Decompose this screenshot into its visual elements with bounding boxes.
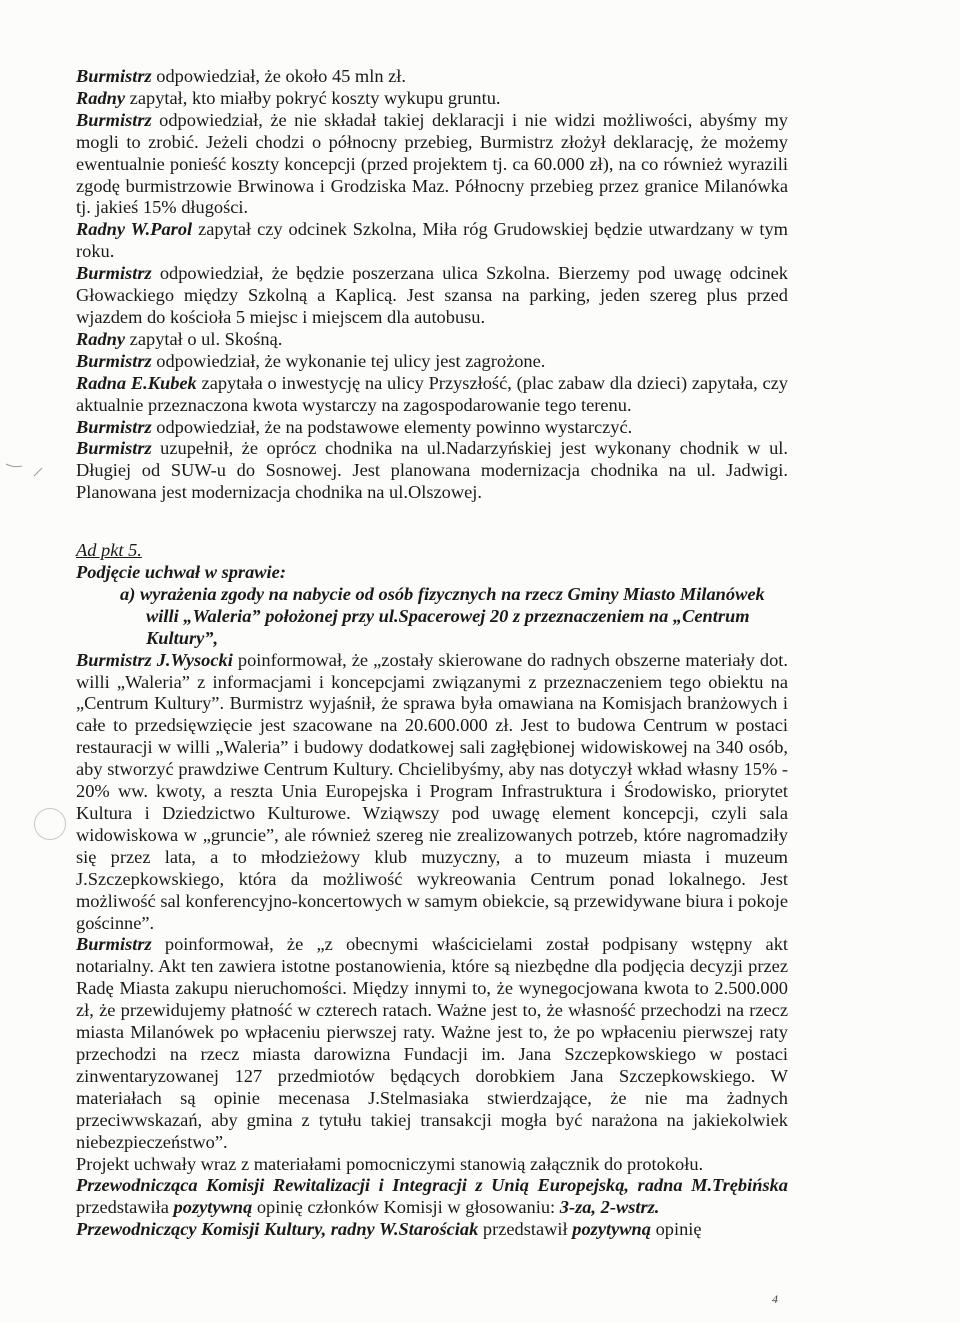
paragraph-text: zapytał, kto miałby pokryć koszty wykupu gruntu. [129, 87, 501, 108]
scan-hole-mark [34, 808, 66, 840]
speaker-label: Radny [76, 87, 126, 108]
speaker-label: Radny W.Parol [76, 219, 193, 240]
speaker-label: Przewodnicząca Komisji Rewitalizacji i Integracji z Unią Europejską, radna M.Trębińska [76, 1175, 788, 1196]
paragraph [76, 934, 788, 1153]
paragraph-text: zapytał o ul. Skośną. [129, 328, 283, 349]
paragraph-text: poinformował, że „z obecnymi właścicielami został podpisany wstępny akt notarialny. Akt ten zawiera istotne postanowienia, które są niezbędne dla podjęcia decyzji przez Radę Miasta zakupu nieruchomości. Między innymi to, że wynegocjowana kwota to 2.500.000 zł, że przewidujemy płatność w czterech ratach. Ważne jest to, że własność przechodzi na rzecz miasta Milanówek po wpłaceniu pierwszej raty. Ważne jest to, że po wpłaceniu pierwszej raty przechodzi na rzecz miasta darowizna Fundacji im. Jana Szczepkowskiego w postaci zinwentaryzowanej 127 przedmiotów będących dorobkiem Jana Szczepkowskiego. W materiałach są opinie mecenasa J.Stelmasiaka stwierdzające, że nie ma żadnych przeciwwskazań, aby gmina z tytułu takiej transakcji mogła być narażona na jakiekolwiek niebezpieczeństwo”. [76, 934, 788, 1152]
section-heading [76, 540, 788, 562]
paragraph-text: Projekt uchwały wraz z materiałami pomocniczymi stanowią załącznik do protokołu. [76, 1153, 704, 1174]
paragraph [76, 417, 788, 439]
margin-pencil-mark [4, 450, 44, 490]
speaker-label: Burmistrz [76, 438, 152, 459]
speaker-label: Radny [76, 328, 126, 349]
paragraph-text: odpowiedział, że wykonanie tej ulicy jest zagrożone. [156, 350, 546, 371]
paragraph-text: poinformował, że „zostały skierowane do radnych obszerne materiały dot. willi „Waleria” z informacjami i koncepcjami związanymi z przeznaczeniem tego obiektu na „Centrum Kultury”. Burmistrz wyjaśnił, że sprawa była omawiana na Komisjach branżowych i całe to przedsięwzięcie jest szacowane na 20.600.000 zł. Jest to budowa Centrum w postaci restauracji w willi „Waleria” i budowy dodatkowej sali zagłębionej widowiskowej na 340 osób, aby stworzyć prawdziwe Centrum Kultury. Chcielibyśmy, aby nas dotyczył wkład własny 15% - 20% ww. kwoty, a reszta Unia Europejska i Program Infrastruktura i Środowisko, priorytet Kultura i Dziedzictwo Kulturowe. Wziąwszy pod uwagę element koncepcji, czyli sala widowiskowa w „gruncie”, ale również szereg nie zrealizowanych potrzeb, które nagromadziły się przez lata, a to młodzieżowy klub muzyczny, a to muzeum miasta i muzeum J.Szczepkowskiego, która da możliwość wykreowania Centrum ponad lokalnego. Jest możliwość sal konferencyjno-koncertowych w samym obiekcie, są przewidywane biura i pokoje gościnne”. [76, 649, 788, 933]
speaker-label: Burmistrz [76, 416, 152, 437]
paragraph-text: uzupełnił, że oprócz chodnika na ul.Nadarzyńskiej jest wykonany chodnik w ul. Długiej od SUW-u do Sosnowej. Jest planowana modernizacja chodnika na ul. Jadwigi. Planowana jest modernizacja chodnika na ul.Olszowej. [76, 438, 788, 503]
paragraph-text: odpowiedział, że będzie poszerzana ulica Szkolna. Bierzemy pod uwagę odcinek Głowackiego między Szkolną a Kaplicą. Jest szansa na parking, jeden szereg plus przed wjazdem do kościoła 5 miejsc i miejscem dla autobusu. [76, 263, 788, 327]
paragraph-text: odpowiedział, że około 45 mln zł. [156, 66, 407, 86]
speaker-label: Burmistrz [76, 263, 152, 284]
paragraph [76, 219, 788, 263]
paragraph [76, 438, 788, 504]
paragraph [76, 329, 788, 351]
paragraph [76, 1154, 788, 1176]
paragraph-text: zapytał czy odcinek Szkolna, Miła róg Grudowskiej będzie utwardzany w tym roku. [76, 219, 788, 262]
paragraph: Przewodniczący Komisji Kultury, radny W.Starościak przedstawił pozytywną opinię [76, 1219, 702, 1240]
section-subheading: Podjęcie uchwał w sprawie: [76, 562, 286, 583]
paragraph [76, 263, 788, 329]
speaker-label: Burmistrz [76, 934, 152, 955]
agenda-item [76, 584, 788, 650]
paragraph [76, 110, 788, 220]
speaker-label: Burmistrz [76, 109, 152, 130]
paragraph-text: odpowiedział, że nie składał takiej deklaracji i nie widzi możliwości, abyśmy my mogli to zrobić. Jeżeli chodzi o północny przebieg, Burmistrz złożył deklarację, że możemy ewentualnie ponieść koszty koncepcji (przed projektem tj. ca 60.000 zł), na co również wyrazili zgodę burmistrzowie Brwinowa i Grodziska Maz. Północny przebieg przez granice Milanówka tj. jakieś 15% długości. [76, 109, 788, 218]
agenda-item-text: wyrażenia zgody na nabycie od osób fizycznych na rzecz Gminy Miasto Milanówek willi „Waleria” położonej przy ul.Spacerowej 20 z przeznaczeniem na „Centrum Kultury”, [139, 583, 765, 648]
speaker-label: Radna E.Kubek [76, 372, 197, 393]
speaker-label: Burmistrz [76, 66, 152, 86]
paragraph [76, 66, 788, 88]
section-number: Ad pkt 5. [76, 540, 142, 561]
speaker-label: Burmistrz [76, 350, 152, 371]
paragraph: Przewodnicząca Komisji Rewitalizacji i Integracji z Unią Europejską, radna M.Trębińska przedstawiła pozytywną opinię członków Komisji w głosowaniu: 3-za, 2-wstrz. [76, 1175, 788, 1218]
paragraph-text: zapytała o inwestycję na ulicy Przyszłość, (plac zabaw dla dzieci) zapytała, czy aktualnie przeznaczona kwota wystarczy na zagospodarowanie tego terenu. [76, 372, 788, 415]
paragraph [76, 373, 788, 417]
paragraph [76, 650, 788, 935]
paragraph [76, 351, 788, 373]
paragraph-text: odpowiedział, że na podstawowe elementy powinno wystarczyć. [156, 416, 633, 437]
page-number: 4 [772, 1292, 778, 1306]
paragraph [76, 88, 788, 110]
agenda-item-label: a) [120, 583, 136, 604]
document-body [76, 66, 788, 1241]
speaker-label: Przewodniczący Komisji Kultury, radny W.Starościak [76, 1219, 479, 1240]
speaker-label: Burmistrz J.Wysocki [76, 649, 233, 670]
